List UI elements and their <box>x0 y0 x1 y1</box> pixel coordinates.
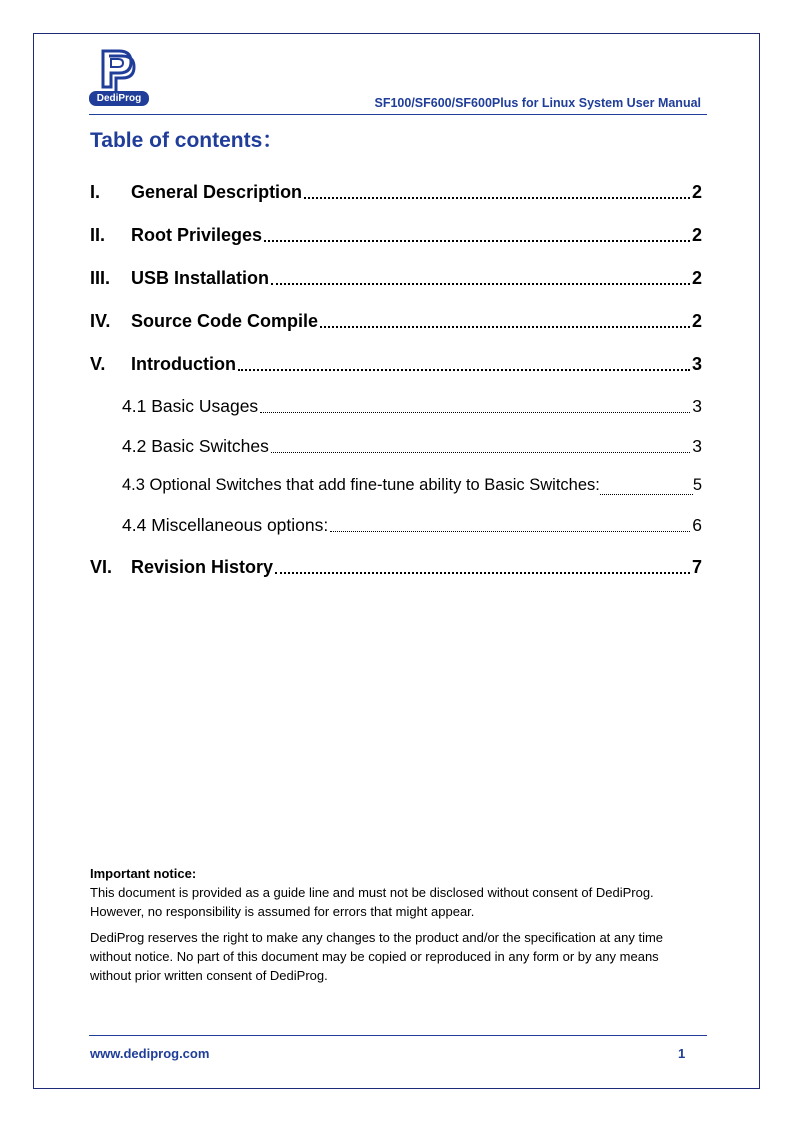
footer-website-link[interactable]: www.dediprog.com <box>90 1046 210 1061</box>
logo-wordmark: DediProg <box>89 91 149 106</box>
toc-entry-title: Source Code Compile <box>131 311 319 331</box>
toc-leader-dots <box>600 494 693 495</box>
important-notice <box>90 864 700 992</box>
toc-entry-page: 3 <box>692 396 702 416</box>
toc-entry-title: Introduction <box>131 354 236 374</box>
toc-entry-number: I. <box>90 182 101 202</box>
toc-entry[interactable] <box>90 182 702 203</box>
toc-entry[interactable] <box>90 268 702 289</box>
toc-leader-dots <box>304 197 690 199</box>
toc-leader-dots <box>330 531 690 532</box>
notice-paragraph: This document is provided as a guide line and must not be disclosed without consent of DediProg. However, no responsibility is assumed for errors that might appear. <box>90 885 654 919</box>
toc-entry-page: 5 <box>692 476 702 494</box>
toc-entry-page: 3 <box>692 436 702 456</box>
toc-subentry[interactable] <box>122 436 702 457</box>
toc-entry-title: 4.1 Basic Usages <box>122 396 259 416</box>
toc-entry-title: 4.3 Optional Switches that add fine-tune ability to Basic Switches: <box>122 476 600 494</box>
toc-subentry[interactable] <box>122 515 702 536</box>
toc-entry-number: VI. <box>90 557 113 577</box>
manual-title: SF100/SF600/SF600Plus for Linux System User Manual <box>374 96 701 110</box>
toc-leader-dots <box>275 572 690 574</box>
toc-entry-title: Revision History <box>131 557 274 577</box>
toc-entry[interactable] <box>90 311 702 332</box>
toc-entry-title: 4.2 Basic Switches <box>122 436 269 456</box>
toc-entry-number: V. <box>90 354 106 374</box>
toc-entry-title: 4.4 Miscellaneous options: <box>122 515 329 535</box>
toc-entry-page: 7 <box>691 557 702 577</box>
toc-leader-dots <box>238 369 690 371</box>
toc-entry-page: 2 <box>691 268 702 288</box>
toc-leader-dots <box>320 326 690 328</box>
toc-entry[interactable] <box>90 557 702 578</box>
toc-entry-number: II. <box>90 225 106 245</box>
toc-leader-dots <box>271 452 690 453</box>
toc-entry-title: General Description <box>131 182 303 202</box>
toc-subentry[interactable] <box>122 476 702 495</box>
toc-entry-title: Root Privileges <box>131 225 263 245</box>
toc-entry-title: USB Installation <box>131 268 270 288</box>
toc-entry-number: III. <box>90 268 111 288</box>
toc-heading: Table of contents： <box>90 129 284 152</box>
notice-paragraph: DediProg reserves the right to make any changes to the product and/or the specification at any time without notice. No part of this document may be copied or reproduced in any form or by any means without prior written consent of DediProg. <box>90 930 664 983</box>
toc-leader-dots <box>271 283 690 285</box>
toc-entry-page: 2 <box>691 225 702 245</box>
notice-heading: Important notice: <box>90 866 197 881</box>
toc-entry[interactable] <box>90 225 702 246</box>
toc-leader-dots <box>260 412 690 413</box>
header-divider <box>89 114 707 115</box>
toc-entry-page: 2 <box>691 182 702 202</box>
toc-subentry[interactable] <box>122 396 702 417</box>
toc-leader-dots <box>264 240 690 242</box>
toc-entry[interactable] <box>90 354 702 375</box>
dediprog-logo-icon <box>89 47 151 93</box>
toc-entry-page: 6 <box>692 515 702 535</box>
toc-entry-number: IV. <box>90 311 111 331</box>
page-number: 1 <box>678 1046 686 1061</box>
dediprog-logo <box>89 47 151 107</box>
footer-divider <box>89 1035 707 1036</box>
toc-entry-page: 3 <box>691 354 702 374</box>
toc-entry-page: 2 <box>691 311 702 331</box>
